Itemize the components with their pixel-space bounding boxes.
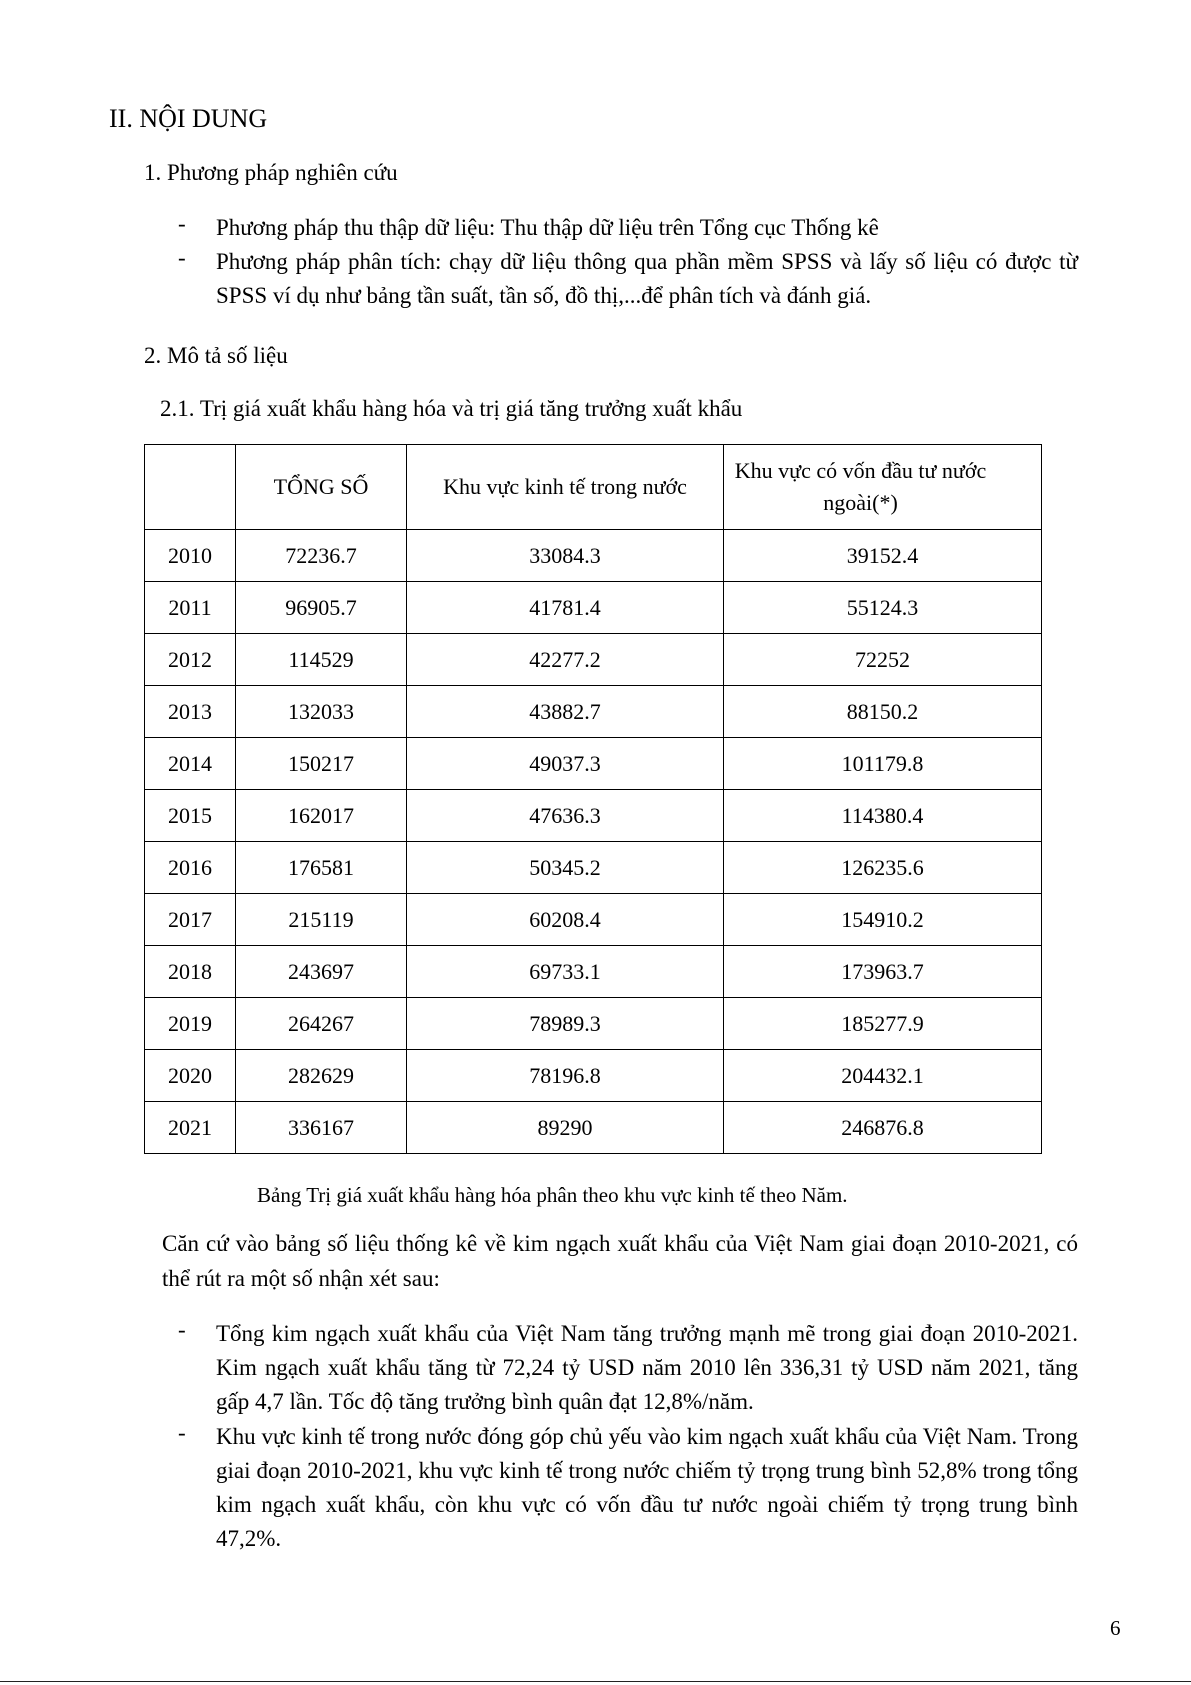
bullet-dash: - [178, 245, 186, 270]
table-row [145, 530, 1042, 582]
table-row [145, 686, 1042, 738]
cell-year: 2021 [145, 1102, 236, 1154]
cell-foreign: 72252 [724, 634, 1042, 686]
cell-total: 132033 [236, 686, 407, 738]
cell-domestic: 60208.4 [407, 894, 724, 946]
table-row [145, 738, 1042, 790]
cell-foreign: 55124.3 [724, 582, 1042, 634]
cell-year: 2016 [145, 842, 236, 894]
header-foreign: Khu vực có vốn đầu tư nước ngoài(*) [724, 445, 1042, 530]
table-row [145, 1050, 1042, 1102]
cell-total: 114529 [236, 634, 407, 686]
cell-total: 96905.7 [236, 582, 407, 634]
cell-total: 215119 [236, 894, 407, 946]
table-row [145, 998, 1042, 1050]
table-row [145, 894, 1042, 946]
cell-year: 2014 [145, 738, 236, 790]
bullet-dash: - [178, 1420, 186, 1445]
cell-foreign: 173963.7 [724, 946, 1042, 998]
bullet-dash: - [178, 1317, 186, 1342]
cell-foreign: 204432.1 [724, 1050, 1042, 1102]
header-total: TỔNG SỐ [236, 445, 407, 530]
cell-year: 2015 [145, 790, 236, 842]
cell-foreign: 39152.4 [724, 530, 1042, 582]
cell-domestic: 78989.3 [407, 998, 724, 1050]
cell-domestic: 89290 [407, 1102, 724, 1154]
table-row [145, 634, 1042, 686]
cell-domestic: 33084.3 [407, 530, 724, 582]
cell-total: 264267 [236, 998, 407, 1050]
cell-year: 2011 [145, 582, 236, 634]
cell-foreign: 126235.6 [724, 842, 1042, 894]
export-table [144, 444, 1042, 1154]
header-domestic: Khu vực kinh tế trong nước [407, 445, 724, 530]
method-bullet-2: Phương pháp phân tích: chạy dữ liệu thông qua phần mềm SPSS và lấy số liệu có được từ SPSS ví dụ như bảng tần suất, tần số, đồ thị,...để phân tích và đánh giá. [216, 249, 1078, 308]
cell-domestic: 69733.1 [407, 946, 724, 998]
cell-domestic: 41781.4 [407, 582, 724, 634]
cell-total: 150217 [236, 738, 407, 790]
table-header-row [145, 445, 1042, 530]
cell-domestic: 50345.2 [407, 842, 724, 894]
cell-domestic: 47636.3 [407, 790, 724, 842]
analysis-bullet-2: Khu vực kinh tế trong nước đóng góp chủ yếu vào kim ngạch xuất khẩu của Việt Nam. Trong giai đoạn 2010-2021, khu vực kinh tế trong nước chiếm tỷ trọng trung bình 52,8% trong tổng kim ngạch xuất khẩu, còn khu vực có vốn đầu tư nước ngoài chiếm tỷ trọng trung bình 47,2%. [216, 1424, 1078, 1551]
page-number: 6 [1110, 1616, 1121, 1640]
cell-foreign: 185277.9 [724, 998, 1042, 1050]
cell-year: 2020 [145, 1050, 236, 1102]
table-row [145, 946, 1042, 998]
cell-foreign: 154910.2 [724, 894, 1042, 946]
subsection-title: 2.1. Trị giá xuất khẩu hàng hóa và trị giá tăng trưởng xuất khẩu [160, 396, 743, 421]
footer-divider [0, 1681, 1191, 1682]
cell-domestic: 42277.2 [407, 634, 724, 686]
cell-year: 2010 [145, 530, 236, 582]
table-row [145, 790, 1042, 842]
table-row [145, 842, 1042, 894]
cell-total: 176581 [236, 842, 407, 894]
bullet-dash: - [178, 211, 186, 236]
cell-total: 243697 [236, 946, 407, 998]
table-caption: Bảng Trị giá xuất khẩu hàng hóa phân theo khu vực kinh tế theo Năm. [257, 1183, 848, 1207]
section-2-title: 2. Mô tả số liệu [144, 343, 288, 368]
header-year [145, 445, 236, 530]
table-row [145, 1102, 1042, 1154]
method-bullet-1: Phương pháp thu thập dữ liệu: Thu thập dữ liệu trên Tổng cục Thống kê [216, 215, 879, 240]
cell-year: 2013 [145, 686, 236, 738]
cell-domestic: 49037.3 [407, 738, 724, 790]
heading-main: II. NỘI DUNG [109, 104, 268, 133]
cell-foreign: 88150.2 [724, 686, 1042, 738]
cell-year: 2017 [145, 894, 236, 946]
cell-foreign: 101179.8 [724, 738, 1042, 790]
cell-domestic: 78196.8 [407, 1050, 724, 1102]
section-1-title: 1. Phương pháp nghiên cứu [144, 160, 398, 185]
cell-year: 2018 [145, 946, 236, 998]
analysis-intro: Căn cứ vào bảng số liệu thống kê về kim ngạch xuất khẩu của Việt Nam giai đoạn 2010-2021, có thể rút ra một số nhận xét sau: [162, 1231, 1078, 1291]
cell-foreign: 114380.4 [724, 790, 1042, 842]
cell-foreign: 246876.8 [724, 1102, 1042, 1154]
cell-total: 162017 [236, 790, 407, 842]
cell-total: 282629 [236, 1050, 407, 1102]
table-row [145, 582, 1042, 634]
analysis-bullet-1: Tổng kim ngạch xuất khẩu của Việt Nam tăng trưởng mạnh mẽ trong giai đoạn 2010-2021. Kim ngạch xuất khẩu tăng từ 72,24 tỷ USD năm 2010 lên 336,31 tỷ USD năm 2021, tăng gấp 4,7 lần. Tốc độ tăng trưởng bình quân đạt 12,8%/năm. [216, 1321, 1078, 1414]
cell-year: 2019 [145, 998, 236, 1050]
cell-total: 72236.7 [236, 530, 407, 582]
cell-domestic: 43882.7 [407, 686, 724, 738]
cell-total: 336167 [236, 1102, 407, 1154]
cell-year: 2012 [145, 634, 236, 686]
